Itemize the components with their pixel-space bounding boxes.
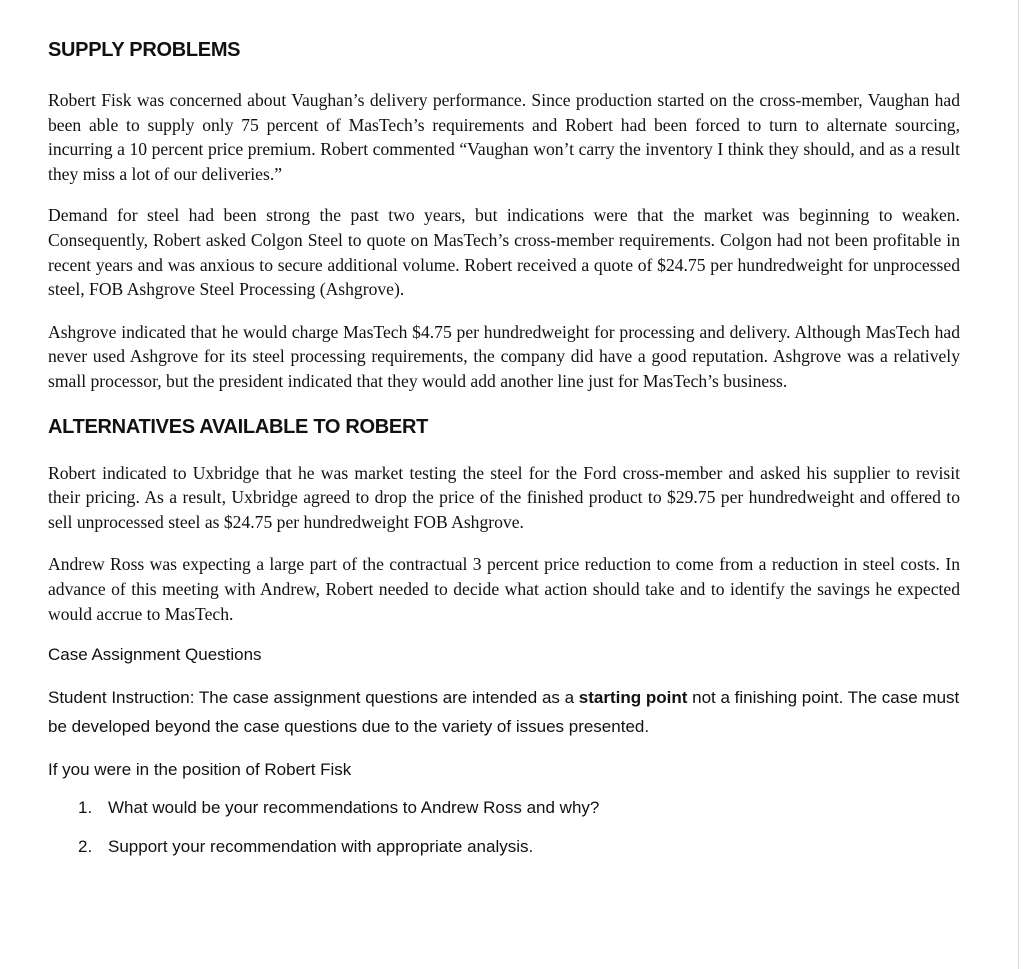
document-content <box>48 36 960 859</box>
paragraph-supply-2: Demand for steel had been strong the past two years, but indications were that the market was beginning to weaken. Consequently, Robert asked Colgon Steel to quote on MasTech’s cross-member requirements. Colgon had not been profitable in recent years and was anxious to secure additional volume. Robert received a quote of $24.75 per hundredweight for unprocessed steel, FOB Ashgrove Steel Processing (Ashgrove). <box>48 205 960 300</box>
paragraph-alternatives-1: Robert indicated to Uxbridge that he was market testing the steel for the Ford cross-member and asked his supplier to revisit their pricing. As a result, Uxbridge agreed to drop the price of the finished product to $29.75 per hundredweight and offered to sell unprocessed steel as $24.75 per hundredweight FOB Ashgrove. <box>48 462 960 532</box>
list-item <box>48 835 960 859</box>
question-text: Support your recommendation with appropriate analysis. <box>108 837 534 857</box>
case-assignment-title: Case Assignment Questions <box>48 645 262 665</box>
instruction-text-before: Student Instruction: The case assignment questions are intended as a <box>48 688 579 708</box>
list-item <box>48 796 960 820</box>
instruction-emphasis: starting point <box>578 688 688 708</box>
question-number: 1. <box>78 798 93 818</box>
heading-alternatives: ALTERNATIVES AVAILABLE TO ROBERT <box>48 415 429 438</box>
paragraph-alternatives-2: Andrew Ross was expecting a large part of the contractual 3 percent price reduction to come from a reduction in steel costs. In advance of this meeting with Andrew, Robert needed to decide what action should take and to identify the savings he expected would accrue to MasTech. <box>48 554 960 624</box>
instruction-text-after: not a finishing point. The case must be developed beyond the case questions due to the variety of issues presented. <box>48 688 960 737</box>
heading-supply-problems: SUPPLY PROBLEMS <box>48 39 241 61</box>
paragraph-supply-3: Ashgrove indicated that he would charge MasTech $4.75 per hundredweight for processing and delivery. Although MasTech had never used Ashgrove for its steel processing requirements, the company did have a good reputation. Ashgrove was a relatively small processor, but the president indicated that they would add another line just for MasTech’s business. <box>48 321 960 391</box>
student-instruction <box>48 683 960 741</box>
question-prompt: If you were in the position of Robert Fisk <box>48 760 352 780</box>
question-text: What would be your recommendations to Andrew Ross and why? <box>108 798 600 818</box>
question-number: 2. <box>78 837 93 857</box>
paragraph-supply-1: Robert Fisk was concerned about Vaughan’s delivery performance. Since production started on the cross-member, Vaughan had been able to supply only 75 percent of MasTech’s requirements and Robert had been forced to turn to alternate sourcing, incurring a 10 percent price premium. Robert commented “Vaughan won’t carry the inventory I think they should, and as a result they miss a lot of our deliveries.” <box>48 90 960 184</box>
question-list <box>48 796 960 859</box>
